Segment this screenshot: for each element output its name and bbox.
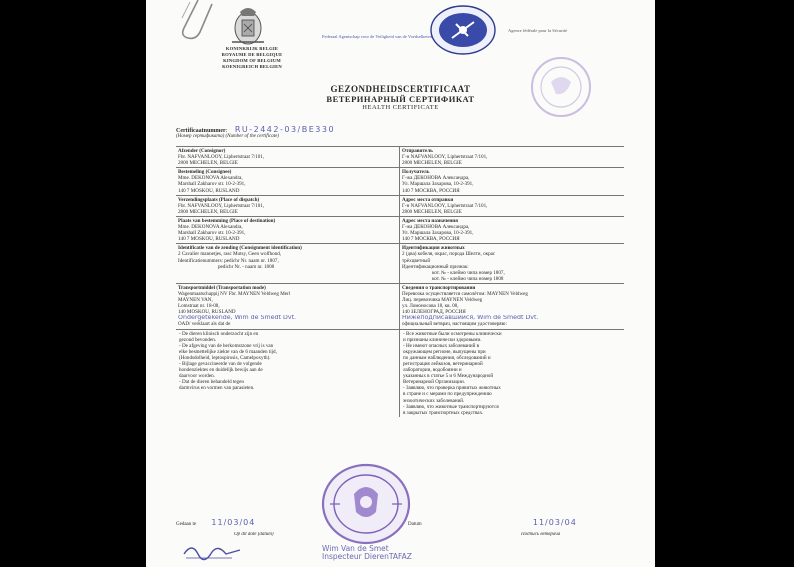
section-dispatch (176, 195, 624, 216)
section-line: 2 (два) кобеля, окрас, порода Шелти, окрас (402, 251, 496, 258)
title-dutch: GEZONDHEIDSCERTIFICAAT (330, 84, 471, 94)
agency-seal-icon (428, 4, 498, 56)
section-line: Лиц. перевозчика MAYNEN Veldweg (402, 297, 483, 304)
declaration-line: darmvirus en vormen van parasieten. (179, 385, 255, 392)
section-line: 2800 MECHELEN, BELGIE (178, 160, 238, 167)
section-line: 140 7 МОСКВА, РОССИЯ (402, 236, 460, 243)
section-heading: Идентификация животных (402, 245, 465, 252)
section-line: Mme. DEKONOVA Alexandra, (178, 224, 243, 231)
declaration-line: по данным наблюдения, обследований и (403, 354, 491, 361)
footer-place-left (176, 518, 255, 527)
section-heading: Afzender (Consignor) (178, 148, 226, 154)
section-line: Fbr. NAFVANLOOY, Liphertstraat 7/101, (178, 202, 265, 209)
handwritten-vet-name: Ondergetekende, Wim de Smedt Dvt. (178, 315, 297, 322)
official-stamp-icon (320, 462, 412, 546)
declaration-line: - De afgeving van de herkomstzone vrij is van (179, 342, 274, 349)
title-russian: ВЕТЕРИНАРНЫЙ СЕРТИФИКАТ (326, 94, 475, 104)
declaration-line: в стране и с мерами по предупреждению (403, 391, 492, 398)
declaration-line: окружающем регионе, выпущены при (403, 348, 486, 355)
declaration-line: и признаны клинически здоровыми. (403, 336, 482, 343)
place-label: Gedaan te (176, 522, 197, 527)
section-line: pedichr Nr. - naam nr. 1808 (218, 263, 275, 270)
section-line: Идентификационный признак: (402, 263, 469, 270)
certificate-sections (176, 146, 624, 417)
declaration-line: - Все животные были осмотрены клинически (403, 330, 502, 337)
section-line: кот. № - клеймо чипа номер 1808 (432, 275, 504, 282)
certificate-number-value: RU-2442-03/BE330 (234, 125, 336, 134)
section-line: Г-жа ДЕКОНОВА Александра, (402, 224, 470, 231)
seal-right-caption: Agence fédérale pour la Sécurité (508, 28, 567, 33)
section-heading: Transportmiddel (Transportation mode) (178, 284, 266, 291)
section-line: Перевозка осуществляется самолётом: MAYNEN Veldweg (402, 290, 528, 297)
section-line: 140 7 МОСКВА, РОССИЯ (402, 187, 460, 194)
section-heading: Bestemeling (Consignee) (178, 169, 232, 176)
section-line: официальный ветврач, настоящим удостоверяю: (402, 321, 507, 328)
declaration-line: hondenziektes en duidelijk bewijs aan de (179, 367, 263, 374)
date-right: 11/03/04 (532, 518, 577, 527)
section-line: 140 ЗЕЛЕНОГРАД, РОССИЯ (402, 309, 466, 316)
section-line: трёхцветный (402, 257, 431, 264)
section-destination (176, 216, 624, 243)
certificate-titles (146, 84, 655, 111)
coat-of-arms-icon (228, 4, 268, 48)
seal-caption: Federaal Agentschap voor de Veiligheid van de Voedselketen (322, 34, 432, 39)
section-heading: Получатель (402, 169, 430, 176)
signature-icon (182, 540, 242, 562)
paper-clip-icon (180, 0, 220, 42)
section-line: Fbr. NAFVANLOOY, Liphertstraat 7/101, (178, 154, 265, 161)
handwritten-vet-name: Нижеподписавшийся, Wim de Smedt Dvt. (402, 315, 539, 322)
signer-name: Wim Van de Smet (322, 544, 389, 553)
date-caption-right: Подпись ветврача (521, 532, 561, 537)
section-line: Mme. DEKONOVA Alexandra, (178, 175, 243, 182)
section-line: 2800 MECHELEN, BELGIE (178, 208, 238, 215)
section-line: Marshall Zakharov str. 10-2-391, (178, 230, 246, 237)
declaration-line: (Hondsdolheid, leptospirosis, Camelpoxyth). (179, 354, 271, 361)
section-line: 140 7 MOSKOU, RUSLAND (178, 187, 240, 194)
section-line: Ул. Маршала Захарова, 10-2-391, (402, 181, 474, 188)
section-line: Г-н NAFVANLOOY, Liphertstraat 7/101, (402, 154, 488, 161)
declaration-line: энзоотических заболеваний. (403, 397, 465, 404)
certificate-number-sub: (Номер сертификата) (Number of the certificate) (176, 134, 279, 139)
section-line: Lomstraat nr. 18-08, (178, 303, 220, 310)
section-consignor (176, 146, 624, 167)
section-transport (176, 283, 624, 329)
certificate-number-row: Certificaatnummer: RU-2442-03/BE330 (Номер сертификата) (Number of the certificate) (176, 125, 616, 139)
declaration-line: elke besmettelijke ziekte van de 6 maanden tijd, (179, 348, 277, 355)
date-left: 11/03/04 (211, 518, 256, 527)
declaration-line: - Заявляю, что животные транспортируются (403, 403, 499, 410)
declaration-line: указанных в статье 5 и 6 Международной (403, 373, 494, 380)
section-line: 2800 MECHELEN, BELGIE (402, 208, 462, 215)
section-line: Wagenmaatschappij NV Fbr. MAYNEN Veldweg Merl (178, 290, 291, 297)
declaration-line: daarvoor worden. (179, 373, 215, 380)
declaration-line: регистрация лейкозов, ветеринарной (403, 361, 483, 367)
declaration-line: gezond bevonden. (179, 336, 217, 343)
section-heading: Адрес места отправки (402, 196, 454, 203)
section-line: MAYNEN VAN, (178, 297, 213, 304)
ministry-line: KINGDOM OF BELGIUM (223, 58, 281, 63)
declaration-line: - Не имеют опасных заболеваний в (403, 342, 479, 349)
section-line: 140 7 MOSKOU, RUSLAND (178, 236, 240, 243)
section-line: Identificatienummers: pedichr Nr. naam nr. 1807, (178, 257, 279, 264)
signer-title: Inspecteur DierenTAFAZ (322, 552, 412, 561)
section-heading: Адрес места назначения (402, 217, 458, 224)
section-line: 2800 MECHELEN, BELGIE (402, 160, 462, 167)
declaration-line: в закрытых транспортных средствах. (403, 409, 484, 416)
signer-block (322, 545, 412, 561)
ministry-header (202, 46, 302, 70)
section-line: 140 MOSKOU, RUSLAND (178, 309, 236, 316)
section-consignee (176, 167, 624, 194)
place-label: Datum (408, 522, 422, 527)
section-declarations (176, 329, 624, 417)
declaration-line: - De dieren klinisch onderzocht zijn en (179, 330, 259, 337)
section-identification (176, 243, 624, 283)
section-heading: Plaats van bestemming (Place of destination) (178, 217, 276, 224)
certificate-page (146, 0, 655, 567)
declaration-line: - Заявляю, что проверка привитых животных (403, 385, 501, 392)
section-heading: Сведения о транспортировании (402, 284, 476, 291)
date-caption-left: Op dit date (datum) (234, 532, 274, 537)
section-line: 2 Cavalier mannetjes, rasc Mutsy, Geen wolfhond, (178, 251, 282, 258)
section-heading: Verzendingsplaats (Place of dispatch) (178, 196, 260, 203)
ministry-line: KOENIGREICH BELGIEN (222, 64, 282, 69)
section-line: ул. Ломоносова 18, кв. 08, (402, 303, 459, 310)
ministry-line: ROYAUME DE BELGIQUE (221, 52, 283, 57)
section-heading: Отправитель (402, 148, 433, 154)
declaration-line: - Dat de dieren behandeld tegen (179, 379, 244, 386)
declaration-line: лаборатории, водобоязни и (403, 367, 462, 374)
section-line: Г-жа ДЕКОНОВА Александра, (402, 175, 470, 182)
ministry-line: KONINKRIJK BELGIE (225, 46, 279, 51)
title-english: HEALTH CERTIFICATE (362, 104, 439, 111)
certificate-number-label: Certificaatnummer (176, 128, 226, 134)
section-line: кот. № - клеймо чипа номер 1807, (432, 269, 505, 276)
footer-place-right (408, 518, 577, 527)
section-line: Marshall Zakharov str. 10-2-391, (178, 181, 246, 188)
section-heading: Identificatie van de zending (Consignment identification) (178, 245, 302, 252)
section-line: Ул. Маршала Захарова, 10-2-391, (402, 230, 474, 237)
section-line: OAD/ verklaart als dat de (178, 321, 231, 328)
section-line: Г-н NAFVANLOOY, Liphertstraat 7/101, (402, 202, 488, 209)
declaration-line: Ветеринарной Организации. (403, 379, 465, 386)
declaration-line: - Bijlage gevaccineerde van de volgende (179, 361, 262, 367)
